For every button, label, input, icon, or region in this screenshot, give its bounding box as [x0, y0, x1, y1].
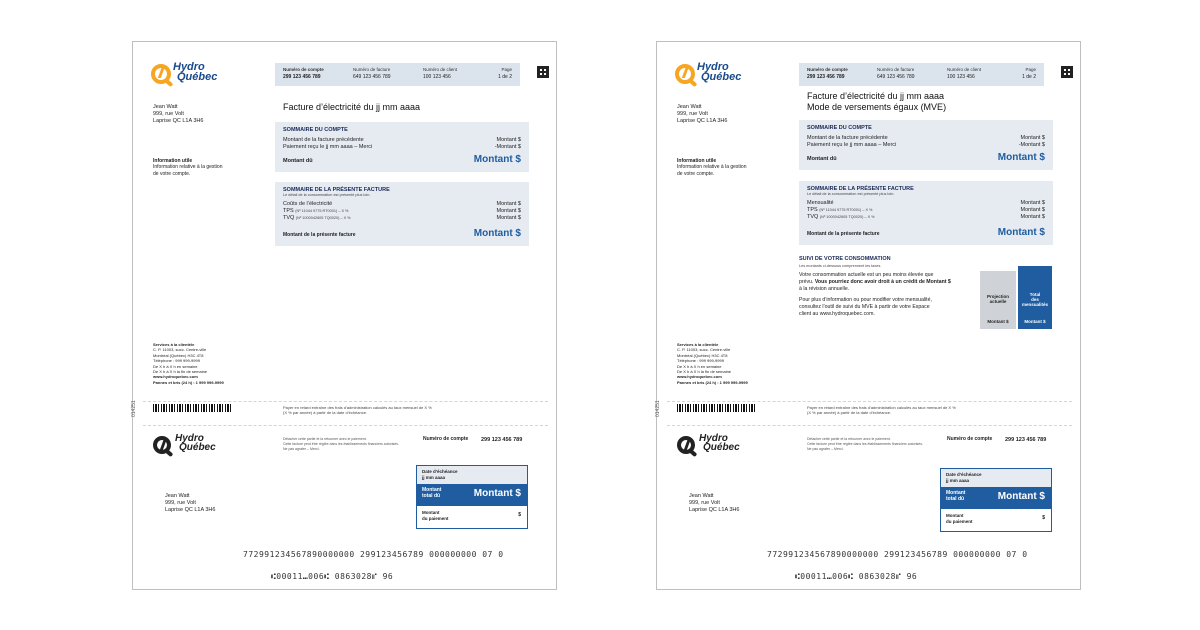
total-payments-bar [1018, 266, 1052, 329]
customer-service-line1: C. P. 11003, succ. Centre-ville [153, 347, 207, 353]
late-payment-note-1: Payer en retard entraîne des frais d’administration calculés au taux mensuel de X % [283, 405, 432, 410]
previous-invoice-value: Montant $ [496, 137, 521, 143]
micr-line-2: ⑆00011⑉006⑆ 0863028⑈ 96 [795, 572, 918, 581]
logo-text-line2: Québec [703, 442, 740, 453]
side-reference-number: 014251 [655, 400, 661, 417]
total-due-label-2: total dû [946, 496, 965, 502]
invoice-summary-title: SOMMAIRE DE LA PRÉSENTE FACTURE [807, 186, 914, 192]
electricity-cost-label: Coûts de l’électricité [283, 201, 333, 207]
stub-customer-street: 999, rue Volt [165, 499, 196, 506]
payment-amount-label-1: Montant [946, 513, 964, 518]
perforation-line [143, 425, 548, 426]
account-summary-title: SOMMAIRE DU COMPTE [807, 125, 872, 131]
tvq-label: TVQ [283, 215, 295, 221]
bill-title: Facture d’électricité du jj mm aaaa [807, 91, 945, 101]
bill-header-bar [275, 63, 520, 86]
barcode-icon [677, 404, 757, 412]
tps-value: Montant $ [1020, 207, 1045, 213]
invoice-summary-title: SOMMAIRE DE LA PRÉSENTE FACTURE [283, 187, 390, 193]
late-payment-note-2: (X % par année) à partir de la date d’échéance. [807, 410, 892, 415]
total-payments-label-1: Total [1029, 292, 1041, 297]
consumption-info-2: consultez l’outil de suivi du MVE à partir de votre Espace [799, 304, 930, 310]
stub-account-value: 299 123 456 789 [1005, 437, 1047, 443]
side-reference-number: 014251 [131, 400, 137, 417]
due-date-value: jj mm aaaa [946, 478, 970, 483]
logo-text-line1: Hydro [173, 61, 205, 73]
qr-code-icon [1061, 66, 1073, 78]
account-summary-title: SOMMAIRE DU COMPTE [283, 127, 348, 133]
stub-instruction-2: Cette facture peut être réglée dans les établissements financiers autorisés. [283, 441, 399, 446]
invoice-total-value: Montant $ [997, 227, 1045, 238]
total-payments-value: Montant $ [1024, 319, 1046, 325]
micr-line-1: 772991234567890000000 299123456789 000000000 07 0 [767, 550, 1028, 559]
page-label: Page [1025, 67, 1036, 72]
projection-bar [980, 271, 1016, 329]
invoice-summary-box [799, 181, 1053, 245]
projection-label-2: actuelle [989, 298, 1007, 304]
invoice-number-label: Numéro de facture [877, 67, 915, 72]
previous-invoice-value: Montant $ [1020, 135, 1045, 141]
customer-service-line3: Téléphone : 999 999-9999 [677, 358, 724, 364]
invoice-number-value: 649 123 456 789 [877, 74, 915, 80]
tps-label: TPS [283, 208, 294, 214]
amount-due-label: Montant dû [283, 158, 313, 164]
stub-customer-city: Laprise QC L1A 3H6 [165, 506, 216, 513]
payment-amount-field[interactable]: $ [1042, 515, 1045, 521]
stub-customer-city: Laprise QC L1A 3H6 [689, 506, 740, 513]
tps-number: (Nº 11044 9775 RT0001) – X % [295, 209, 349, 213]
account-number-label: Numéro de compte [807, 67, 848, 72]
invoice-total-value: Montant $ [473, 228, 521, 239]
bill-subtitle: Mode de versements égaux (MVE) [807, 102, 947, 112]
monthly-payment-label: Mensualité [807, 200, 834, 206]
logo-text-line2: Québec [701, 71, 742, 83]
invoice-summary-box [275, 182, 529, 246]
stub-instruction-2: Cette facture peut être réglée dans les établissements financiers autorisés. [807, 441, 923, 446]
account-summary-box [799, 120, 1053, 170]
invoice-summary-note: Le détail de la consommation est présenté plus loin. [283, 193, 371, 197]
electricity-cost-value: Montant $ [496, 201, 521, 207]
outage-phone: Pannes et bris (24 h) : 1 999 999-9999 [677, 379, 748, 385]
perforation-line [667, 425, 1072, 426]
customer-city: Laprise QC L1A 3H6 [153, 117, 204, 124]
payment-received-label: Paiement reçu le jj mm aaaa – Merci [807, 142, 897, 148]
consumption-info-3: client au www.hydroquebec.com. [799, 311, 875, 317]
total-payments-label-3: mensualités [1021, 301, 1048, 307]
invoice-number-value: 649 123 456 789 [353, 74, 391, 80]
client-number-label: Numéro de client [423, 67, 458, 72]
logo-text-line1: Hydro [697, 61, 729, 73]
projection-value: Montant $ [987, 319, 1009, 325]
useful-info-title: Information utile [153, 158, 193, 164]
tvq-value: Montant $ [1020, 214, 1045, 220]
customer-service-info [677, 342, 748, 385]
payment-amount-label-2: du paiement [422, 516, 449, 521]
customer-street: 999, rue Volt [153, 110, 184, 117]
account-number-value: 299 123 456 789 [807, 74, 845, 80]
customer-address [677, 104, 727, 125]
perforation-line-top [143, 401, 548, 402]
bill-header-bar [799, 63, 1044, 86]
payment-received-value: -Montant $ [1018, 142, 1045, 148]
micr-line-1: 772991234567890000000 299123456789 000000000 07 0 [243, 550, 504, 559]
stub-account-label: Numéro de compte [947, 436, 993, 442]
hydro-quebec-logo-stub [153, 434, 243, 460]
late-payment-note-2: (X % par année) à partir de la date d’échéance. [283, 410, 368, 415]
total-due-label-1: Montant [946, 490, 966, 496]
perforation-line-top [667, 401, 1072, 402]
total-due-value: Montant $ [473, 488, 521, 499]
stub-instruction-3: Ne pas agrafer – Merci. [283, 446, 320, 451]
micr-line-2: ⑆00011⑉006⑆ 0863028⑈ 96 [271, 572, 394, 581]
stub-customer-address [677, 493, 739, 514]
payment-received-value: -Montant $ [494, 144, 521, 150]
invoice-total-label: Montant de la présente facture [283, 232, 356, 238]
customer-service-title: Services à la clientèle [153, 342, 195, 347]
stub-customer-address [153, 493, 215, 514]
useful-info-line1: Information relative à la gestion [153, 164, 223, 171]
invoice-number-label: Numéro de facture [353, 67, 391, 72]
page-value: 1 de 2 [1022, 74, 1036, 80]
barcode-icon [153, 404, 233, 412]
logo-text-line1: Hydro [175, 433, 204, 444]
hydro-quebec-logo [151, 62, 241, 88]
bill-title: Facture d’électricité du jj mm aaaa [283, 102, 421, 112]
account-number-label: Numéro de compte [283, 67, 324, 72]
customer-service-line4: De X h à X h en semaine [677, 363, 722, 369]
useful-info-title: Information utile [677, 158, 717, 164]
previous-invoice-label: Montant de la facture précédente [807, 135, 888, 141]
stub-account-value: 299 123 456 789 [481, 437, 523, 443]
bill-equal-payments [656, 41, 1081, 590]
hydro-quebec-logo [675, 62, 765, 88]
invoice-total-label: Montant de la présente facture [807, 231, 880, 237]
account-number-value: 299 123 456 789 [283, 74, 321, 80]
page-value: 1 de 2 [498, 74, 512, 80]
payment-received-label: Paiement reçu le jj mm aaaa – Merci [283, 144, 373, 150]
customer-name: Jean Watt [153, 104, 178, 110]
consumption-note: Les montants ci-dessous comprennent les taxes. [799, 264, 882, 268]
customer-name: Jean Watt [677, 104, 702, 110]
payment-amount-label-2: du paiement [946, 519, 973, 524]
logo-text-line1: Hydro [699, 433, 728, 444]
amount-due-value: Montant $ [473, 154, 521, 165]
total-due-value: Montant $ [997, 491, 1045, 502]
logo-text-line2: Québec [179, 442, 216, 453]
amount-due-label: Montant dû [807, 156, 837, 162]
customer-service-line4: De X h à X h en semaine [153, 363, 198, 369]
stub-customer-street: 999, rue Volt [689, 499, 720, 506]
bill-regular [132, 41, 557, 590]
consumption-text-3: à la révision annuelle. [799, 286, 850, 292]
customer-service-line5: De X h à X h la fin de semaine [153, 368, 208, 374]
customer-service-line2: Montréal (Québec) H3C 4T8 [677, 352, 728, 358]
stub-instructions [283, 437, 399, 452]
total-payments-label-2: des [1031, 296, 1039, 302]
customer-service-info [153, 342, 224, 385]
stub-instruction-3: Ne pas agrafer – Merci. [807, 446, 844, 451]
stub-instruction-1: Détacher cette partie et la retourner avec le paiement. [807, 437, 891, 441]
customer-service-line5: De X h à X h la fin de semaine [677, 368, 732, 374]
client-number-value: 100 123 456 [947, 74, 975, 80]
tps-label: TPS [807, 207, 818, 213]
consumption-info-1: Pour plus d’information ou pour modifier votre mensualité, [799, 297, 932, 303]
stub-account-label: Numéro de compte [423, 436, 469, 442]
website-link[interactable]: www.hydroquebec.com [677, 374, 722, 380]
customer-address [153, 104, 203, 125]
invoice-summary-note: Le détail de la consommation est présenté plus loin. [807, 192, 895, 196]
projection-label-1: Projection [986, 294, 1009, 299]
customer-city: Laprise QC L1A 3H6 [677, 117, 728, 124]
consumption-title: SUIVI DE VOTRE CONSOMMATION [799, 256, 891, 262]
outage-phone: Pannes et bris (24 h) : 1 999 999-9999 [153, 379, 224, 385]
late-payment-note-1: Payer en retard entraîne des frais d’administration calculés au taux mensuel de X % [807, 405, 956, 410]
useful-info [677, 158, 746, 177]
consumption-text-1: Votre consommation actuelle est un peu moins élevée que [799, 272, 934, 278]
useful-info-line1: Information relative à la gestion [677, 164, 747, 171]
client-number-label: Numéro de client [947, 67, 982, 72]
consumption-text-2: prévu. [799, 279, 815, 285]
consumption-credit-text: Vous pourriez donc avoir droit à un crédit de Montant $ [814, 279, 951, 285]
customer-street: 999, rue Volt [677, 110, 708, 117]
payment-amount-field[interactable]: $ [518, 512, 521, 518]
tvq-label: TVQ [807, 214, 819, 220]
payment-amount-label-1: Montant [422, 510, 440, 515]
tps-value: Montant $ [496, 208, 521, 214]
tps-number: (Nº 11044 9775 RT0001) – X % [819, 208, 873, 212]
hydro-quebec-logo-stub [677, 434, 767, 460]
useful-info-line2: de votre compte. [677, 170, 715, 177]
stub-instruction-1: Détacher cette partie et la retourner avec le paiement. [283, 437, 367, 441]
useful-info-line2: de votre compte. [153, 170, 191, 177]
stub-customer-name: Jean Watt [689, 493, 714, 499]
client-number-value: 100 123 456 [423, 74, 451, 80]
monthly-payment-value: Montant $ [1020, 200, 1045, 206]
useful-info [153, 158, 222, 177]
due-date-label: Date d’échéance [422, 469, 458, 474]
due-date-label: Date d’échéance [946, 472, 982, 477]
logo-text-line2: Québec [177, 71, 218, 83]
payment-due-box [416, 465, 528, 529]
page-label: Page [501, 67, 512, 72]
qr-code-icon [537, 66, 549, 78]
customer-service-title: Services à la clientèle [677, 342, 719, 347]
tvq-number: (Nº 1000042605 TQ0020) – X % [819, 215, 875, 219]
stub-customer-name: Jean Watt [165, 493, 190, 499]
tvq-number: (Nº 1000042605 TQ0020) – X % [295, 216, 351, 220]
stub-instructions [807, 437, 923, 452]
due-date-value: jj mm aaaa [422, 475, 446, 480]
previous-invoice-label: Montant de la facture précédente [283, 137, 364, 143]
customer-service-line2: Montréal (Québec) H3C 4T8 [153, 352, 204, 358]
total-due-label-1: Montant [422, 487, 442, 493]
total-due-label-2: total dû [422, 493, 441, 499]
website-link[interactable]: www.hydroquebec.com [153, 374, 198, 380]
tvq-value: Montant $ [496, 215, 521, 221]
amount-due-value: Montant $ [997, 152, 1045, 163]
payment-due-box [940, 468, 1052, 532]
customer-service-line3: Téléphone : 999 999-9999 [153, 358, 200, 364]
customer-service-line1: C. P. 11003, succ. Centre-ville [677, 347, 731, 353]
account-summary-box [275, 122, 529, 172]
